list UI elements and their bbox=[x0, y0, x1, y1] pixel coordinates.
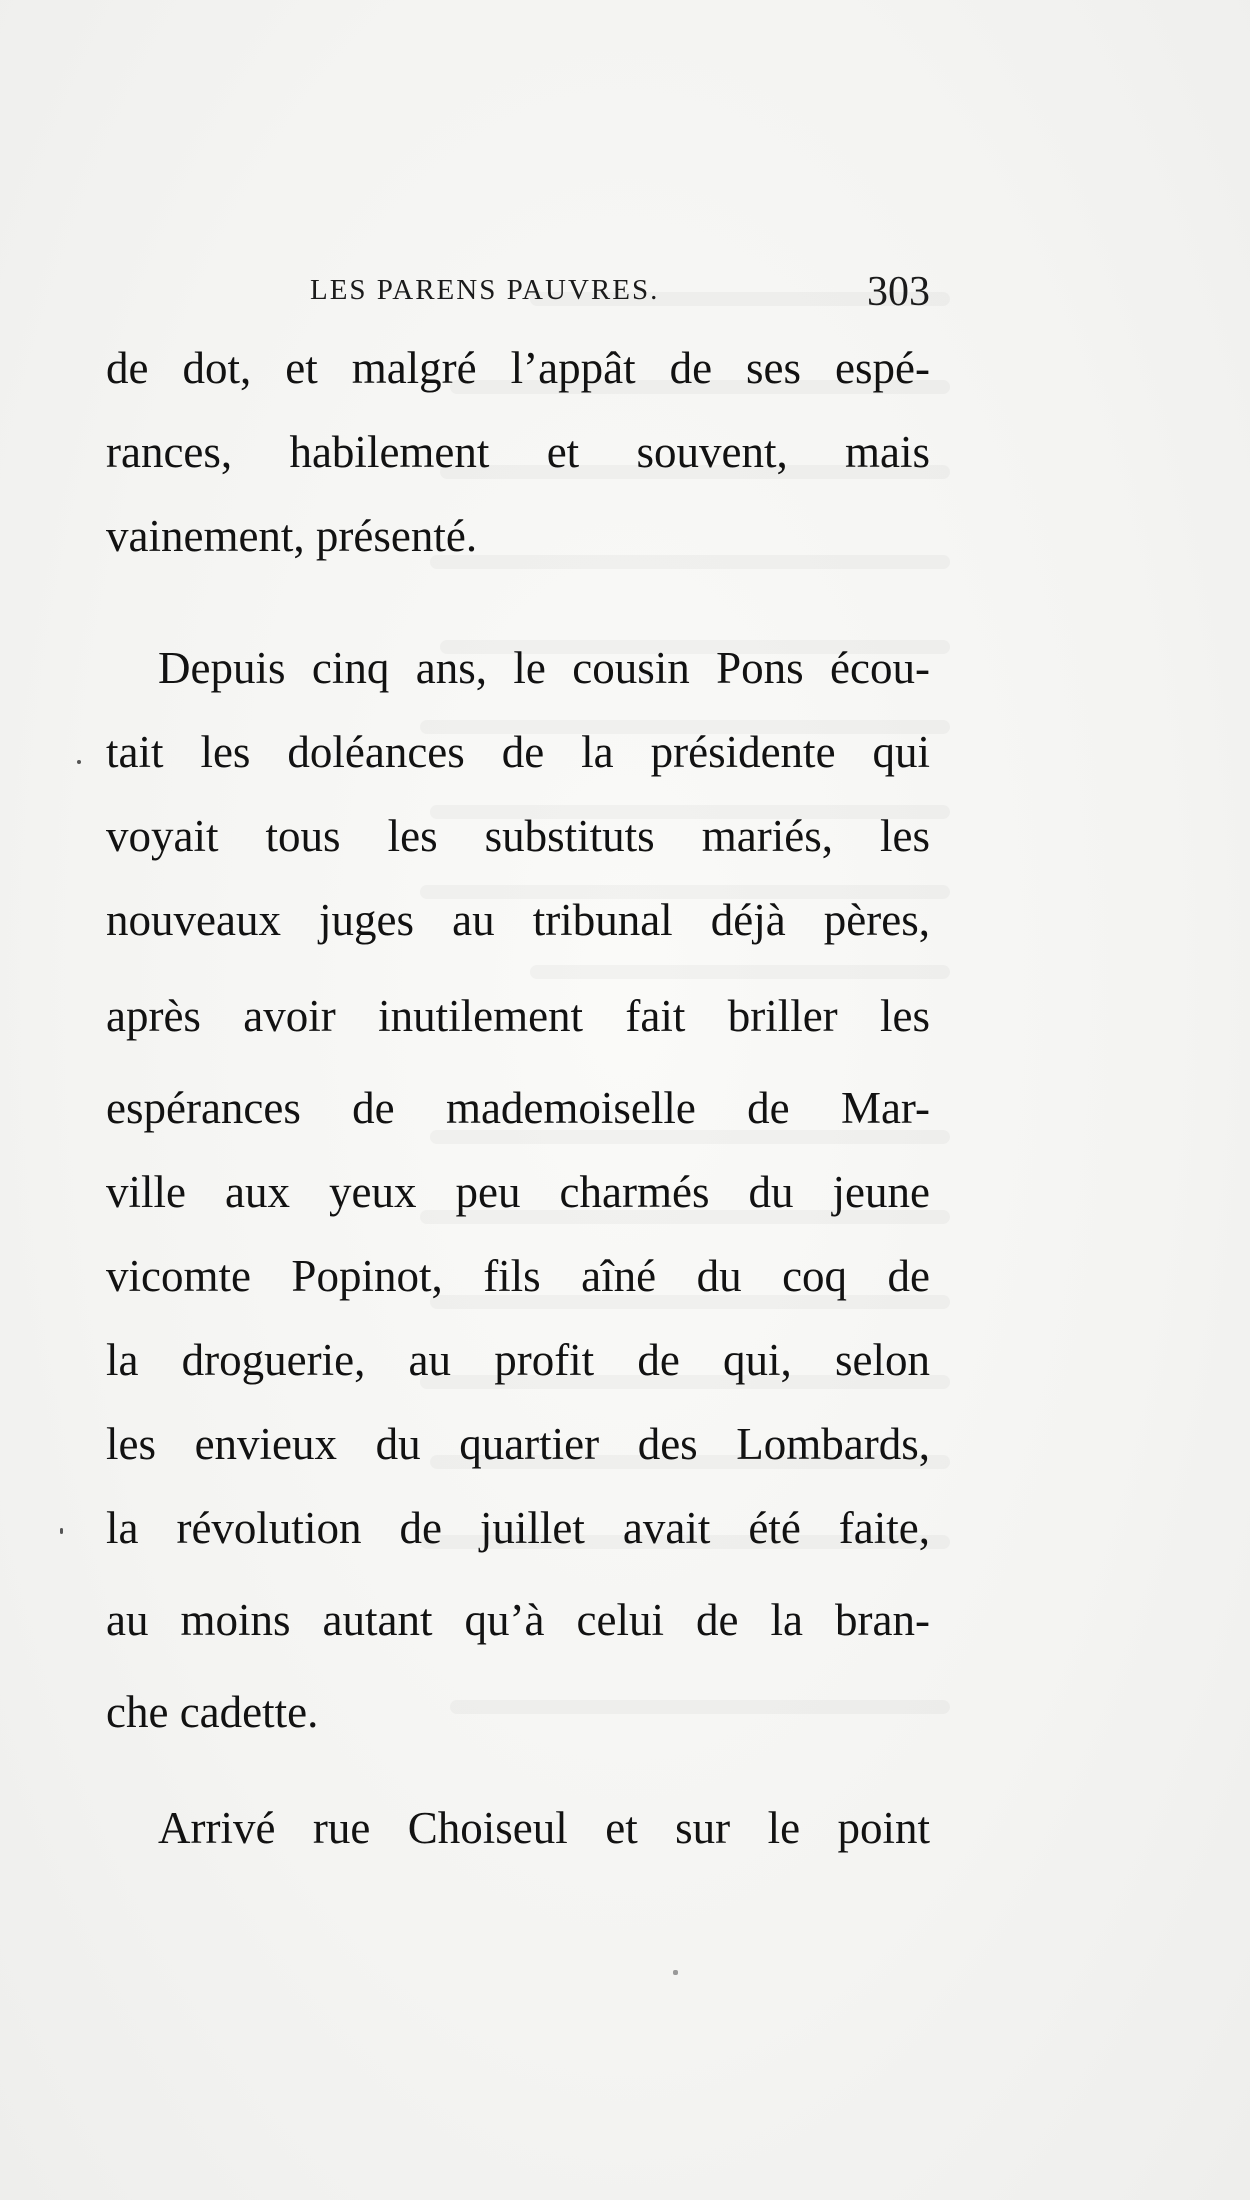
text-line: nouveaux juges au tribunal déjà pères, bbox=[106, 895, 930, 945]
running-title: LES PARENS PAUVRES. bbox=[310, 274, 660, 306]
text-line: la droguerie, au profit de qui, selon bbox=[106, 1335, 930, 1385]
text-line: au moins autant qu’à celui de la bran- bbox=[106, 1595, 930, 1645]
running-header bbox=[310, 268, 930, 318]
text-line: che cadette. bbox=[106, 1687, 319, 1737]
text-line: espérances de mademoiselle de Mar- bbox=[106, 1083, 930, 1133]
text-line: ville aux yeux peu charmés du jeune bbox=[106, 1167, 930, 1217]
paragraph-start-line: Arrivé rue Choiseul et sur le point bbox=[158, 1803, 930, 1853]
text-line: rances, habilement et souvent, mais bbox=[106, 427, 930, 477]
text-line: la révolution de juillet avait été faite, bbox=[106, 1503, 930, 1553]
text-line: voyait tous les substituts mariés, les bbox=[106, 811, 930, 861]
text-line: après avoir inutilement fait briller les bbox=[106, 991, 930, 1041]
text-line: les envieux du quartier des Lombards, bbox=[106, 1419, 930, 1469]
text-line: tait les doléances de la présidente qui bbox=[106, 727, 930, 777]
text-line: vicomte Popinot, fils aîné du coq de bbox=[106, 1251, 930, 1301]
paper-speck bbox=[673, 1970, 678, 1975]
page-number: 303 bbox=[867, 269, 930, 315]
paper-speck bbox=[77, 760, 81, 764]
paragraph-start-line: Depuis cinq ans, le cousin Pons écou- bbox=[158, 643, 930, 693]
text-line: de dot, et malgré l’appât de ses espé- bbox=[106, 343, 930, 393]
text-line: vainement, présenté. bbox=[106, 511, 478, 561]
paper-speck bbox=[60, 1528, 63, 1534]
